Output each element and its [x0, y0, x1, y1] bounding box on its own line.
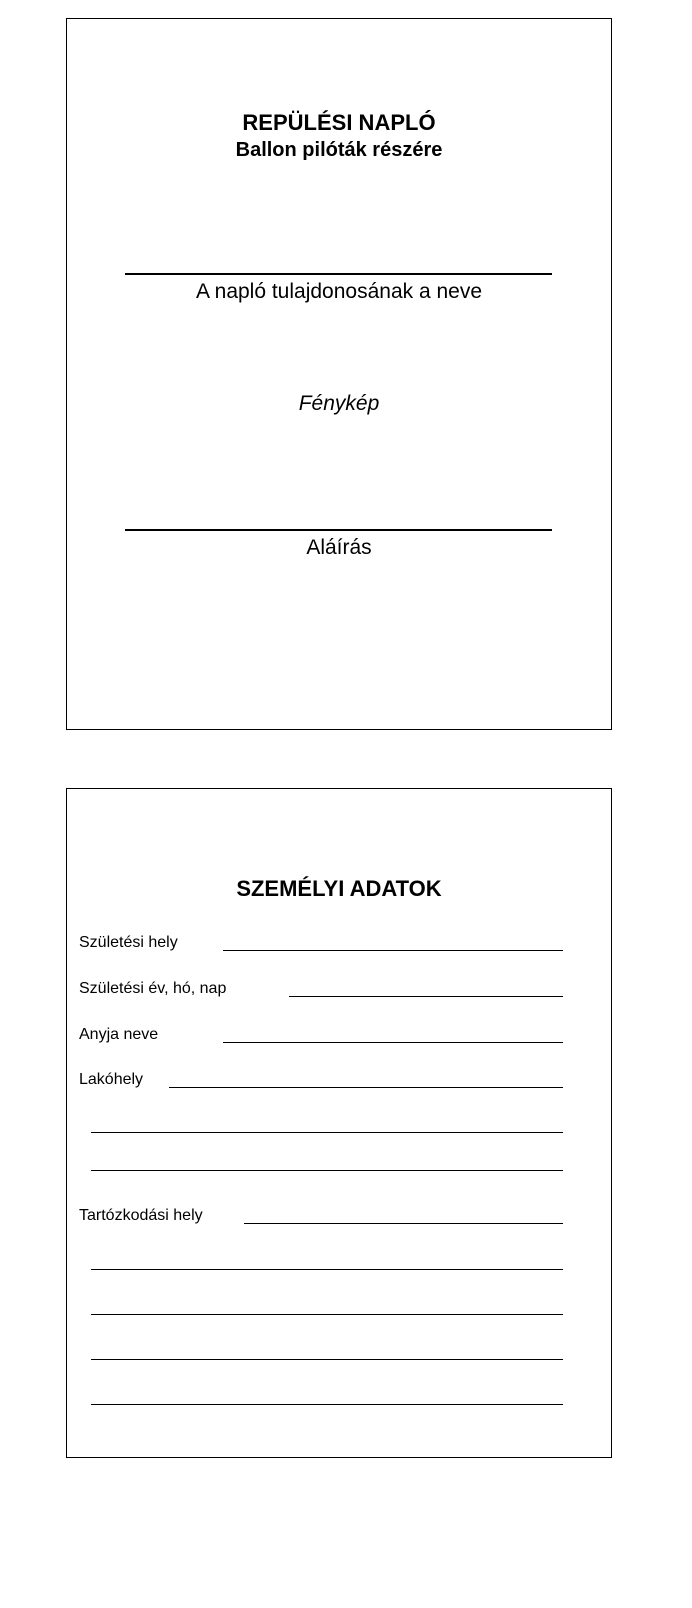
photo-placeholder: Fénykép — [298, 392, 380, 415]
temporary-residence-field[interactable] — [244, 1223, 563, 1224]
mother-name-field[interactable] — [223, 1042, 563, 1043]
temporary-residence-field-line-2[interactable] — [91, 1269, 563, 1270]
temporary-residence-field-line-5[interactable] — [91, 1404, 563, 1405]
owner-name-line[interactable] — [125, 273, 552, 275]
temporary-residence-label: Tartózkodási hely — [79, 1207, 203, 1224]
signature-line[interactable] — [125, 529, 552, 531]
signature-caption: Aláírás — [306, 536, 372, 559]
logbook-subtitle: Ballon pilóták részére — [235, 139, 443, 161]
residence-field-line-2[interactable] — [91, 1132, 563, 1133]
logbook-title: REPÜLÉSI NAPLÓ — [242, 110, 436, 135]
mother-name-label: Anyja neve — [79, 1026, 159, 1043]
residence-field-line-3[interactable] — [91, 1170, 563, 1171]
birth-place-field[interactable] — [223, 950, 563, 951]
temporary-residence-field-line-4[interactable] — [91, 1359, 563, 1360]
birth-date-label: Születési év, hó, nap — [79, 980, 227, 997]
birth-place-label: Születési hely — [79, 934, 178, 951]
residence-field[interactable] — [169, 1087, 563, 1088]
birth-date-field[interactable] — [289, 996, 563, 997]
personal-data-title: SZEMÉLYI ADATOK — [236, 876, 442, 901]
owner-name-caption: A napló tulajdonosának a neve — [195, 280, 483, 303]
cover-page — [66, 18, 612, 730]
temporary-residence-field-line-3[interactable] — [91, 1314, 563, 1315]
personal-data-page — [66, 788, 612, 1458]
residence-label: Lakóhely — [79, 1071, 144, 1088]
